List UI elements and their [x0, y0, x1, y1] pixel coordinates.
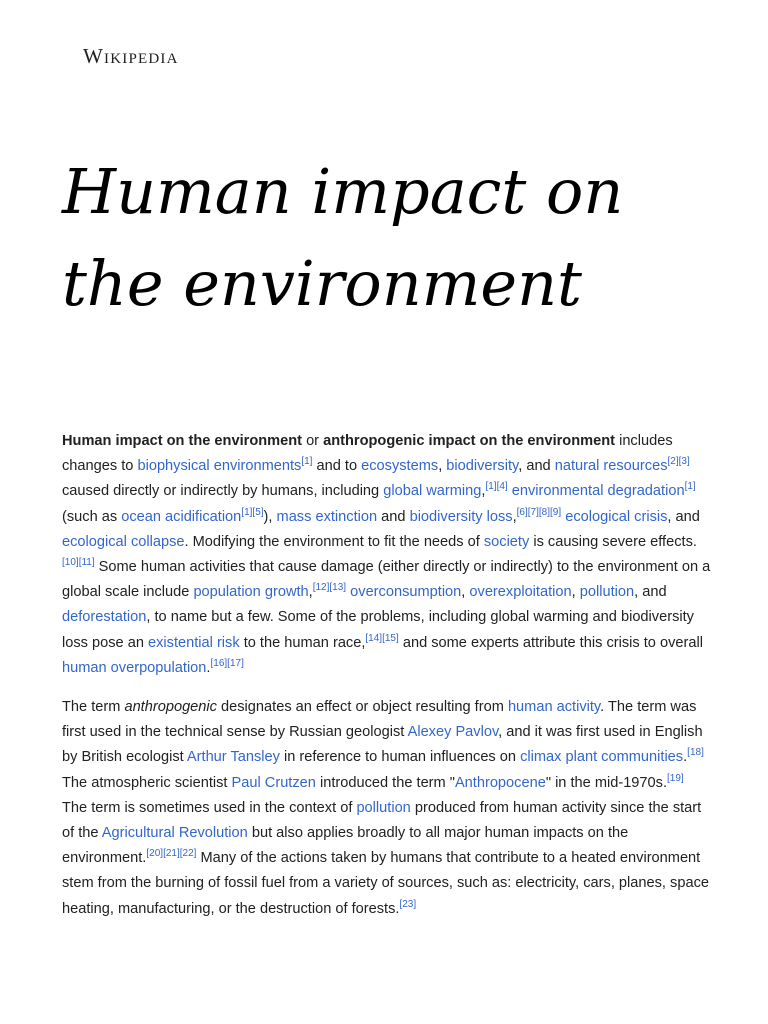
text-run: ,	[481, 483, 486, 500]
text-run: ,	[438, 458, 447, 475]
text-run: includes changes to	[62, 433, 673, 475]
citation-ref[interactable]	[301, 456, 312, 467]
citation-link[interactable]: [3]	[678, 456, 690, 468]
citation-ref[interactable]	[528, 507, 539, 518]
article-link[interactable]: natural resources	[554, 458, 668, 475]
text-run: or	[302, 433, 324, 449]
citation-ref[interactable]	[517, 507, 528, 518]
text-run: Many of the actions taken by humans that contribute to a heated environment stem from the burning of fossil fuel from a variety of sources, such as: electricity, cars, planes, space heating, manufacturing, or the destruction of forests.	[62, 850, 709, 917]
paragraph-terminology	[62, 695, 712, 922]
citation-link[interactable]: [23]	[399, 898, 417, 910]
article-link[interactable]: environmental degradation	[511, 483, 685, 500]
citation-ref[interactable]	[687, 748, 704, 759]
article-link[interactable]: ecosystems	[361, 458, 439, 475]
paragraph-intro	[62, 429, 712, 681]
citation-ref[interactable]	[685, 482, 696, 493]
citation-link[interactable]: [1]	[485, 481, 497, 493]
text-run: The atmospheric scientist	[62, 774, 232, 791]
citation-ref[interactable]	[667, 773, 684, 784]
article-link[interactable]: deforestation	[62, 609, 147, 626]
citation-link[interactable]: [12]	[312, 582, 330, 594]
article-body	[62, 429, 712, 936]
text-run: .	[206, 659, 211, 676]
citation-link[interactable]: [6]	[516, 506, 528, 518]
citation-ref[interactable]	[668, 456, 679, 467]
citation-ref[interactable]	[539, 507, 550, 518]
article-link[interactable]: Agricultural Revolution	[101, 825, 248, 842]
citation-ref[interactable]	[146, 848, 163, 859]
citation-link[interactable]: [7]	[527, 506, 539, 518]
article-link[interactable]: ecological collapse	[62, 533, 185, 550]
citation-ref[interactable]	[62, 557, 79, 568]
citation-ref[interactable]	[163, 848, 180, 859]
text-run: , and	[634, 584, 667, 601]
article-link[interactable]: Alexey Pavlov	[407, 724, 499, 741]
article-link[interactable]: ocean acidification	[121, 508, 242, 525]
article-link[interactable]: overconsumption	[350, 584, 462, 601]
citation-link[interactable]: [20]	[146, 848, 164, 860]
article-link[interactable]: Paul Crutzen	[231, 774, 316, 791]
citation-link[interactable]: [10]	[62, 557, 79, 569]
text-run: , and	[518, 458, 555, 475]
article-link[interactable]: biophysical environments	[137, 458, 302, 475]
citation-link[interactable]: [8]	[538, 506, 551, 518]
citation-ref[interactable]	[679, 456, 690, 467]
citation-link[interactable]: [19]	[667, 772, 684, 784]
citation-ref[interactable]	[210, 658, 227, 669]
article-link[interactable]: climax plant communities	[520, 749, 684, 766]
italic-term: anthropogenic	[124, 699, 217, 716]
citation-link[interactable]: [5]	[252, 506, 264, 518]
citation-ref[interactable]	[550, 507, 561, 518]
citation-link[interactable]: [1]	[241, 506, 253, 518]
text-run: . The term was first used in the technical sense by Russian geologist	[62, 699, 697, 741]
article-link[interactable]: pollution	[579, 584, 635, 601]
text-run: .	[683, 749, 688, 766]
text-run: , and it was first used in English by British ecologist	[62, 724, 703, 766]
text-run: Some human activities that cause damage (either directly or indirectly) to the environment on a global scale include	[62, 559, 711, 601]
citation-link[interactable]: [13]	[329, 582, 347, 594]
article-link[interactable]: overexploitation	[469, 584, 572, 601]
article-link[interactable]: society	[483, 533, 530, 550]
citation-ref[interactable]	[497, 482, 508, 493]
citation-link[interactable]: [4]	[496, 481, 508, 493]
citation-link[interactable]: [22]	[179, 848, 197, 860]
text-run: , to name but a few. Some of the problems, including global warming and biodiversity loss pose an	[62, 609, 694, 651]
article-link[interactable]: biodiversity loss	[409, 508, 513, 525]
text-run: ),	[263, 508, 277, 525]
text-run: ,	[571, 584, 580, 601]
text-run: produced from human activity since the start of the	[62, 799, 702, 842]
text-run: introduced the term "	[315, 774, 455, 791]
text-run: The term	[62, 699, 125, 716]
article-link[interactable]: pollution	[356, 799, 411, 816]
text-run: . Modifying the environment to fit the needs of	[184, 533, 484, 550]
citation-ref[interactable]	[485, 482, 496, 493]
citation-ref[interactable]	[79, 557, 95, 568]
text-run: to the human race,	[239, 634, 366, 651]
text-run: and to	[312, 458, 362, 475]
citation-link[interactable]: [1]	[684, 481, 696, 493]
text-run: caused directly or indirectly by humans, including	[62, 483, 384, 500]
article-link[interactable]: global warming	[383, 483, 482, 500]
text-run: in reference to human influences on	[279, 749, 521, 766]
text-run: " in the mid-1970s.	[545, 774, 668, 791]
citation-ref[interactable]	[241, 507, 252, 518]
citation-link[interactable]: [21]	[163, 848, 180, 860]
text-run: ,	[512, 508, 517, 525]
bold-term: Human impact on the environment	[62, 433, 303, 449]
citation-link[interactable]: [17]	[227, 657, 244, 669]
citation-ref[interactable]	[399, 899, 416, 910]
text-run: (such as	[62, 508, 122, 525]
citation-ref[interactable]	[227, 658, 244, 669]
text-run: ,	[461, 584, 470, 601]
text-run: The term is sometimes used in the context of	[62, 799, 357, 816]
citation-ref[interactable]	[252, 507, 263, 518]
article-link[interactable]: human activity	[507, 699, 601, 716]
text-run: is causing severe effects.	[529, 533, 697, 550]
citation-link[interactable]: [9]	[550, 506, 562, 518]
citation-ref[interactable]	[180, 848, 197, 859]
article-link[interactable]: population growth	[193, 584, 309, 601]
text-run: and	[377, 508, 410, 525]
citation-link[interactable]: [11]	[78, 557, 95, 569]
bold-term: anthropogenic impact on the environment	[323, 433, 616, 449]
article-link[interactable]: ecological crisis	[565, 508, 668, 525]
citation-ref[interactable]	[313, 582, 330, 593]
text-run: , and	[667, 508, 700, 525]
text-run: designates an effect or object resulting from	[216, 699, 508, 716]
article-link[interactable]: existential risk	[148, 634, 240, 651]
article-link[interactable]: mass extinction	[276, 508, 378, 525]
page-title: Human impact on the environment	[62, 155, 624, 320]
citation-ref[interactable]	[329, 582, 346, 593]
article-link[interactable]: human overpopulation	[62, 659, 207, 676]
article-link[interactable]: Anthropocene	[454, 774, 546, 791]
text-run: and some experts attribute this crisis to overall	[398, 634, 703, 651]
text-run: but also applies broadly to all major human impacts on the environment.	[62, 825, 629, 867]
article-link[interactable]: Arthur Tansley	[186, 749, 280, 766]
citation-ref[interactable]	[382, 633, 399, 644]
citation-link[interactable]: [15]	[382, 632, 399, 644]
citation-link[interactable]: [14]	[365, 632, 383, 644]
text-run: ,	[308, 584, 313, 601]
citation-link[interactable]: [1]	[301, 456, 313, 468]
citation-link[interactable]: [2]	[667, 456, 679, 468]
wikipedia-logo[interactable]: Wikipedia	[83, 44, 179, 68]
citation-link[interactable]: [18]	[687, 747, 704, 759]
citation-ref[interactable]	[365, 633, 382, 644]
article-link[interactable]: biodiversity	[446, 458, 519, 475]
citation-link[interactable]: [16]	[210, 657, 228, 669]
